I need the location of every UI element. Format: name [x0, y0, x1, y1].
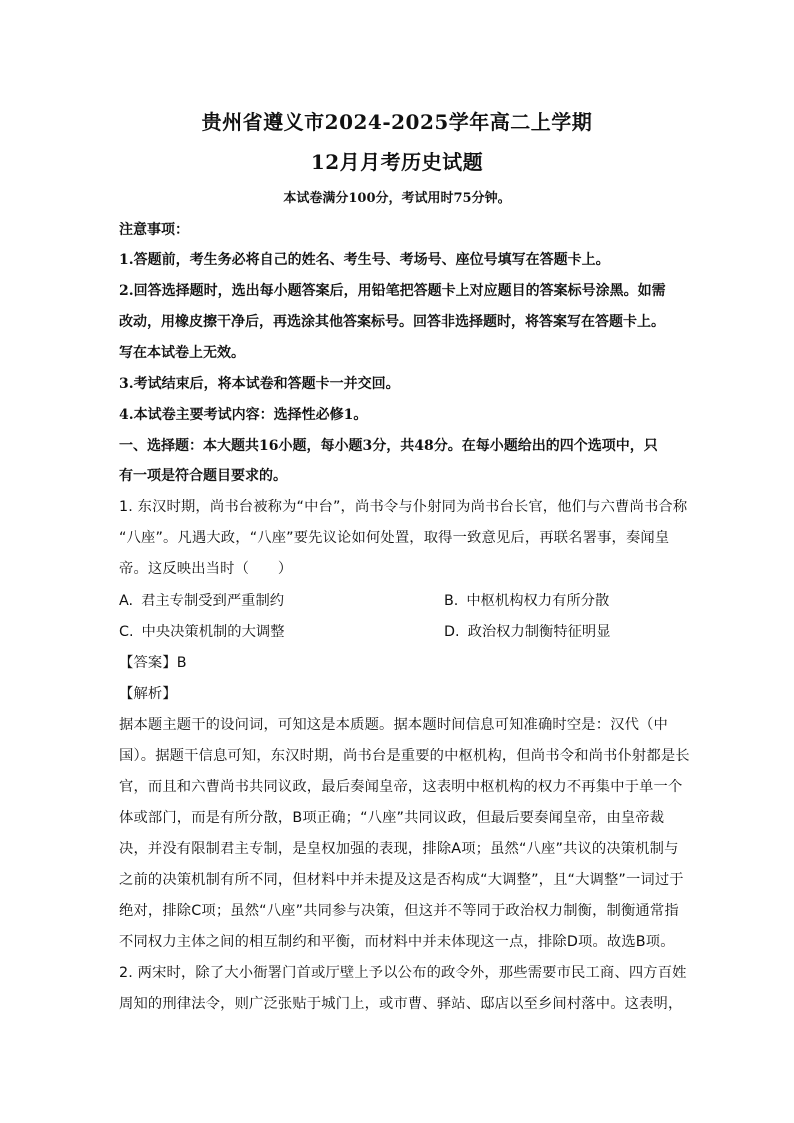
question-1-option-a — [119, 591, 284, 611]
question-1-option-d — [444, 622, 611, 642]
option-text: 中央决策机制的大调整 — [141, 624, 285, 640]
question-1-option-b — [444, 591, 609, 611]
option-text: 中枢机构权力有所分散 — [466, 593, 610, 609]
notice-heading: 注意事项： — [119, 222, 189, 238]
option-letter: C. — [119, 624, 134, 640]
notice-item: 改动，用橡皮擦干净后，再选涂其他答案标号。回答非选择题时，将答案写在答题卡上。 — [119, 314, 665, 330]
analysis-line: 官，而且和六曹尚书共同议政，最后奏闻皇帝，这表明中枢机构的权力不再集中于单一个 — [119, 779, 683, 795]
analysis-line: 绝对，排除C项；虽然“八座”共同参与决策，但这并不等同于政治权力制衡，制衡通常指 — [119, 903, 679, 919]
notice-item: 4.本试卷主要考试内容：选择性必修1。 — [119, 407, 368, 423]
section-heading-cont: 有一项是符合题目要求的。 — [119, 468, 287, 484]
notice-item: 1.答题前，考生务必将自己的姓名、考生号、考场号、座位号填写在答题卡上。 — [119, 252, 610, 268]
analysis-line: 不同权力主体之间的相互制约和平衡，而材料中并未体现这一点，排除D项。故选B项。 — [119, 934, 675, 950]
question-2-stem: 周知的刑律法令，则广泛张贴于城门上，或市曹、驿站、邸店以至乡间村落中。这表明， — [119, 996, 683, 1012]
notice-item: 写在本试卷上无效。 — [119, 345, 245, 361]
analysis-line: 国）。据题干信息可知，东汉时期，尚书台是重要的中枢机构，但尚书令和尚书仆射都是长 — [119, 748, 690, 764]
analysis-line: 体或部门，而是有所分散，B项正确；“八座”共同议政，但最后要奏闻皇帝，由皇帝裁 — [119, 810, 665, 826]
analysis-line: 据本题主题干的设问词，可知这是本质题。据本题时间信息可知准确时空是：汉代（中 — [119, 717, 668, 733]
question-1-option-c — [119, 622, 285, 642]
option-text: 政治权力制衡特征明显 — [467, 624, 611, 640]
question-2-stem: 2. 两宋时，除了大小衙署门首或厅壁上予以公布的政令外，那些需要市民工商、四方百姓 — [119, 965, 687, 981]
option-text: 君主专制受到严重制约 — [141, 593, 285, 609]
question-1-stem: “八座”。凡遇大政，“八座”要先议论如何处置，取得一致意见后，再联名署事，奏闻皇 — [119, 530, 670, 546]
option-letter: D. — [444, 624, 460, 640]
document-title-line1: 贵州省遵义市2024-2025学年高二上学期 — [201, 110, 593, 134]
question-1-answer: 【答案】B — [119, 655, 187, 671]
section-heading: 一、选择题：本大题共16小题，每小题3分，共48分。在每小题给出的四个选项中，只 — [119, 438, 658, 454]
analysis-line: 决，并没有限制君主专制，是皇权加强的表现，排除A项；虽然“八座”共议的决策机制与 — [119, 841, 679, 857]
option-letter: A. — [119, 593, 134, 609]
notice-item: 2.回答选择题时，选出每小题答案后，用铅笔把答题卡上对应题目的答案标号涂黑。如需 — [119, 283, 666, 299]
question-1-stem: 帝。这反映出当时（ ） — [119, 561, 293, 577]
option-letter: B. — [444, 593, 459, 609]
document-title-line2: 12月月考历史试题 — [310, 150, 484, 174]
question-1-stem: 1. 东汉时期，尚书台被称为“中台”，尚书令与仆射同为尚书台长官，他们与六曹尚书合称 — [119, 499, 688, 515]
question-1-analysis-heading: 【解析】 — [119, 686, 177, 702]
exam-info: 本试卷满分100分，考试用时75分钟。 — [283, 191, 511, 206]
analysis-line: 之前的决策机制有所不同，但材料中并未提及这是否构成“大调整”，且“大调整”一词过于 — [119, 872, 684, 888]
notice-item: 3.考试结束后，将本试卷和答题卡一并交回。 — [119, 376, 400, 392]
